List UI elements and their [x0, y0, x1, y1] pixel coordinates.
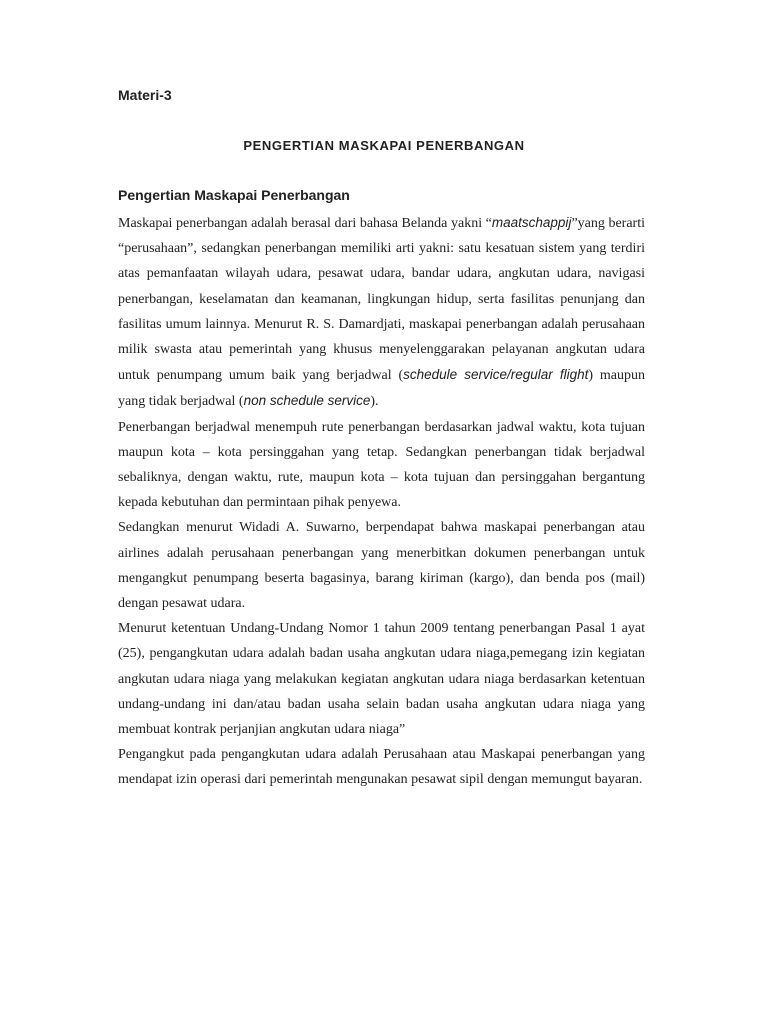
paragraph — [118, 515, 645, 616]
text-run: Maskapai penerbangan adalah berasal dari bahasa Belanda yakni “ — [118, 216, 492, 231]
paragraph — [118, 210, 645, 415]
italic-term: non schedule service — [243, 393, 371, 409]
document-header: Materi-3 — [118, 87, 172, 103]
text-run: Sedangkan menurut Widadi A. Suwarno, berpendapat bahwa maskapai penerbangan atau airlines adalah perusahaan penerbangan yang menerbitkan dokumen penerbangan untuk mengangkut penumpang beserta bagasinya, barang kiriman (kargo), dan benda pos (mail) dengan pesawat udara. — [118, 520, 645, 612]
italic-term: maatschappij — [491, 215, 572, 230]
text-run: Pengangkut pada pengangkutan udara adalah Perusahaan atau Maskapai penerbangan yang mendapat izin operasi dari pemerintah mengunakan pesawat sipil dengan memungut bayaran. — [118, 747, 645, 788]
text-run: ) maupun yang tidak berjadwal ( — [118, 368, 646, 410]
paragraph — [118, 742, 645, 792]
section-heading: Pengertian Maskapai Penerbangan — [118, 187, 350, 203]
italic-term: schedule service/regular flight — [403, 367, 589, 383]
paragraph — [118, 616, 645, 742]
text-run: Penerbangan berjadwal menempuh rute penerbangan berdasarkan jadwal waktu, kota tujuan maupun kota – kota persinggahan yang tetap. Sedangkan penerbangan tidak berjadwal sebaliknya, dengan waktu, rute, maupun kota – kota tujuan dan persinggahan bergantung kepada kebutuhan dan permintaan pihak penyewa. — [118, 419, 645, 511]
paragraph — [118, 415, 645, 516]
text-run: ). — [370, 394, 379, 410]
document-title: PENGERTIAN MASKAPAI PENERBANGAN — [243, 138, 525, 153]
body-text — [118, 210, 645, 793]
text-run: Menurut ketentuan Undang-Undang Nomor 1 tahun 2009 tentang penerbangan Pasal 1 ayat (25), pengangkutan udara adalah badan usaha angkutan udara niaga,pemegang izin kegiatan angkutan udara niaga yang melakukan kegiatan angkutan udara niaga berdasarkan ketentuan undang-undang ini dan/atau badan usaha selain badan usaha angkutan udara niaga yang membuat kontrak perjanjian angkutan udara niaga” — [118, 621, 645, 738]
text-run: ”yang berarti “perusahaan”, sedangkan penerbangan memiliki arti yakni: satu kesatuan sistem yang terdiri atas pemanfaatan wilayah udara, pesawat udara, bandar udara, angkutan udara, navigasi penerbangan, keselamatan dan keamanan, lingkungan hidup, serta fasilitas penunjang dan fasilitas umum lainnya. Menurut R. S. Damardjati, maskapai penerbangan adalah perusahaan milik swasta atau pemerintah yang khusus menyelenggarakan pelayanan angkutan udara untuk penumpang umum baik yang berjadwal ( — [118, 216, 645, 384]
